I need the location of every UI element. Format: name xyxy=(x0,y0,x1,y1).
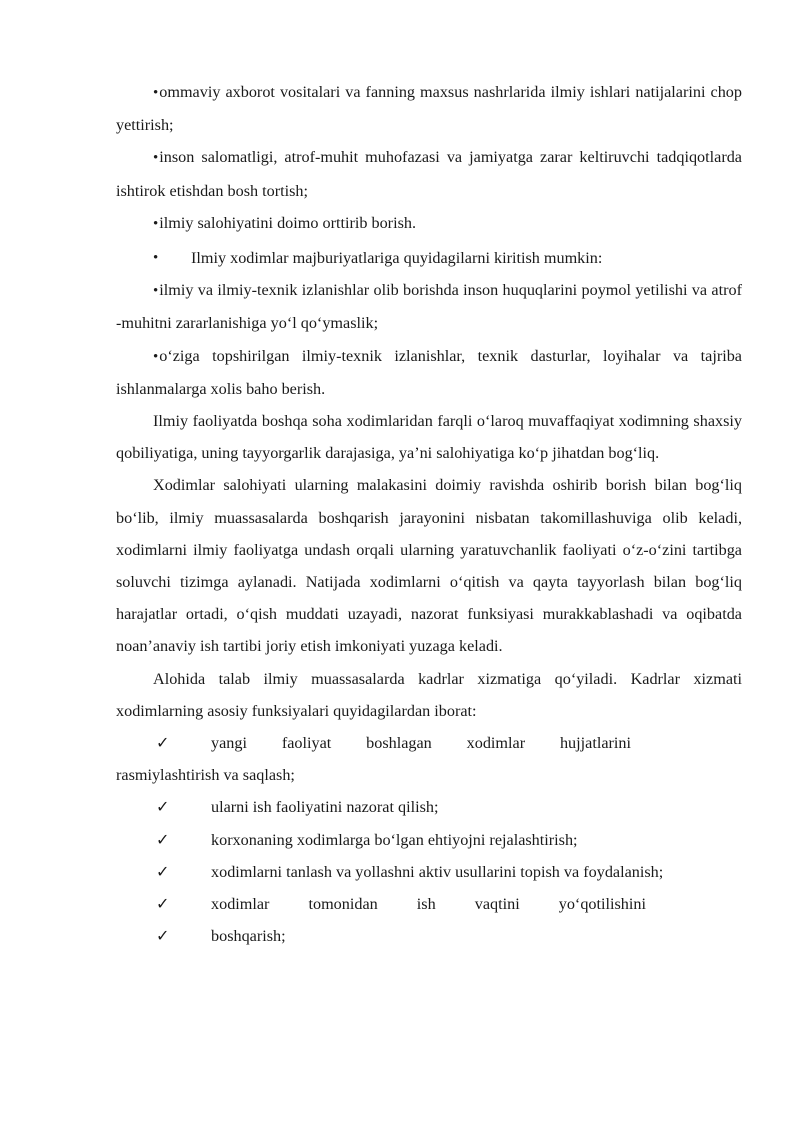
checkmark-icon: ✓ xyxy=(156,797,170,817)
checkmark-icon: ✓ xyxy=(156,733,170,753)
bullet-item xyxy=(116,340,742,405)
check-text: korxonaning xodimlarga bo‘lgan ehtiyojni rejalashtirish; xyxy=(211,830,578,849)
document-page xyxy=(116,76,742,952)
bullet-item xyxy=(116,141,742,206)
check-text: xodimlarni tanlash va yollashni aktiv usullarini topish va foydalanish; xyxy=(211,862,664,881)
checkmark-icon: ✓ xyxy=(156,926,170,946)
paragraph: Xodimlar salohiyati ularning malakasini doimiy ravishda oshirib borish bilan bog‘liq bo‘lib, ilmiy muassasalarda boshqarish jarayonini nisbatan takomillashuviga olib keladi, xodimlarni ilmiy faoliyatga undash orqali ularning yaratuvchanlik faoliyati o‘z-o‘zini tartibga soluvchi tizimga aylanadi. Natijada xodimlarni o‘qitish va qayta tayyorlash bilan bog‘liq harajatlar ortadi, o‘qish muddati uzayadi, nazorat funksiyasi murakkablashadi va oqibatda noan’anaviy ish tartibi joriy etish imkoniyati yuzaga keladi. xyxy=(116,476,742,656)
checkmark-icon: ✓ xyxy=(156,894,170,914)
bullet-item xyxy=(116,207,742,240)
bullet-icon: • xyxy=(153,215,159,232)
check-item xyxy=(116,888,742,920)
check-item xyxy=(116,824,742,856)
bullet-icon: • xyxy=(153,283,159,300)
check-item xyxy=(116,856,742,888)
bullet-icon: • xyxy=(153,150,159,167)
bullet-icon: • xyxy=(153,85,159,101)
bullet-heading xyxy=(116,242,742,274)
bullet-text: inson salomatligi, atrof-muhit muhofazasi va jamiyatga zarar keltiruvchi tadqiqotlarda ishtirok etishdan bosh tortish; xyxy=(116,148,742,200)
checkmark-icon: ✓ xyxy=(156,861,170,881)
check-text: boshqarish; xyxy=(211,927,286,946)
bullet-item xyxy=(116,274,742,339)
check-text-continuation: rasmiylashtirish va saqlash; xyxy=(116,766,295,785)
check-item xyxy=(116,727,742,759)
check-text: ularni ish faoliyatini nazorat qilish; xyxy=(211,798,439,817)
check-item xyxy=(116,920,742,952)
bullet-text: o‘ziga topshirilgan ilmiy-texnik izlanishlar, texnik dasturlar, loyihalar va tajriba ishlanmalarga xolis baho berish. xyxy=(116,346,742,398)
bullet-icon: • xyxy=(153,250,159,267)
check-text: xodimlar tomonidan ish vaqtini yo‘qotilishini xyxy=(211,895,646,914)
bullet-item xyxy=(116,76,742,141)
paragraph: Alohida talab ilmiy muassasalarda kadrlar xizmatiga qo‘yiladi. Kadrlar xizmati xodimlarning asosiy funksiyalari quyidagilardan iborat: xyxy=(116,669,742,720)
bullet-text: Ilmiy xodimlar majburiyatlariga quyidagilarni kiritish mumkin: xyxy=(191,249,603,268)
paragraph: Ilmiy faoliyatda boshqa soha xodimlaridan farqli o‘laroq muvaffaqiyat xodimning shaxsiy qobiliyatiga, uning tayyorgarlik darajasiga, ya’ni salohiyatiga ko‘p jihatdan bog‘liq. xyxy=(116,412,742,463)
bullet-text: ommaviy axborot vositalari va fanning maxsus nashrlarida ilmiy ishlari natijalarini chop yettirish; xyxy=(116,83,742,135)
check-item xyxy=(116,791,742,823)
checkmark-icon: ✓ xyxy=(156,829,170,849)
bullet-text: ilmiy va ilmiy-texnik izlanishlar olib borishda inson huquqlarini poymol yetilishi va atrof -muhitni zararlanishiga yo‘l qo‘ymaslik; xyxy=(116,281,742,333)
check-text: yangi faoliyat boshlagan xodimlar hujjatlarini xyxy=(211,734,631,753)
bullet-icon: • xyxy=(153,348,159,365)
bullet-text: ilmiy salohiyatini doimo orttirib borish. xyxy=(159,213,417,232)
